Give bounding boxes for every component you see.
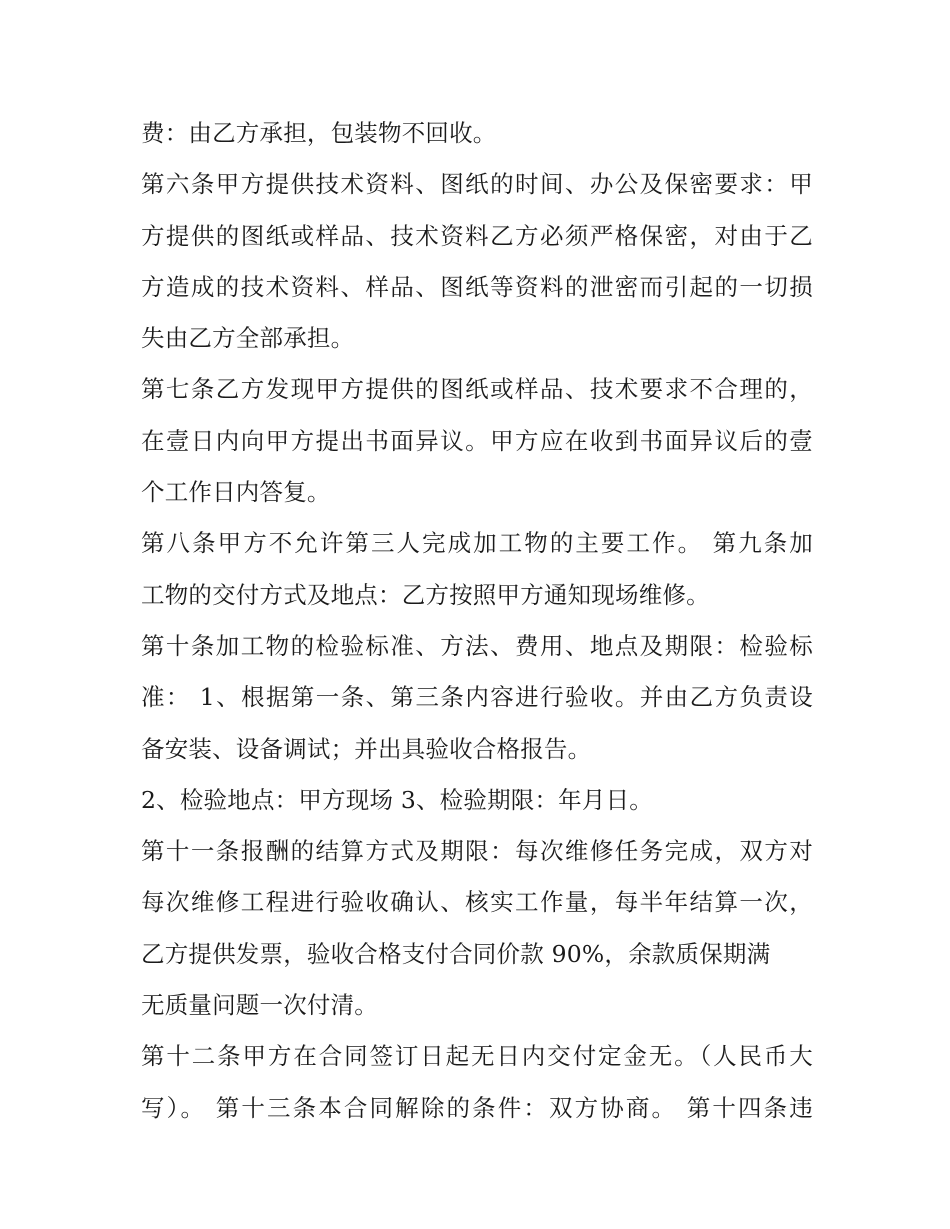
text-line: 第十条加工物的检验标准、方法、费用、地点及期限：检验标 [141, 631, 813, 660]
text-line: 备安装、设备调试；并出具验收合格报告。 [141, 734, 592, 763]
text-line: 第八条甲方不允许第三人完成加工物的主要工作。 第九条加 [141, 529, 813, 558]
text-line: 第十一条报酬的结算方式及期限：每次维修任务完成，双方对 [141, 837, 813, 866]
text-line: 2、检验地点：甲方现场 3、检验期限：年月日。 [141, 785, 653, 814]
text-line: 无质量问题一次付清。 [141, 991, 378, 1020]
text-line: 失由乙方全部承担。 [141, 324, 355, 353]
text-line: 准： 1、根据第一条、第三条内容进行验收。并由乙方负责设 [141, 683, 813, 712]
text-line: 乙方提供发票，验收合格支付合同价款 90%，余款质保期满 [141, 939, 771, 968]
document-body [141, 108, 813, 1134]
text-line: 个工作日内答复。 [141, 478, 331, 507]
text-line: 写）。 第十三条本合同解除的条件：双方协商。 第十四条违 [141, 1093, 813, 1122]
text-line: 第十二条甲方在合同签订日起无日内交付定金无。（人民币大 [141, 1042, 813, 1071]
text-line: 工物的交付方式及地点：乙方按照甲方通知现场维修。 [141, 580, 710, 609]
text-line: 每次维修工程进行验收确认、核实工作量，每半年结算一次， [141, 888, 813, 917]
text-line: 费：由乙方承担，包装物不回收。 [141, 119, 497, 147]
text-line: 第七条乙方发现甲方提供的图纸或样品、技术要求不合理的， [141, 375, 813, 404]
text-line: 第六条甲方提供技术资料、图纸的时间、办公及保密要求：甲 [141, 170, 813, 199]
text-line: 方提供的图纸或样品、技术资料乙方必须严格保密，对由于乙 [141, 221, 813, 250]
text-line: 在壹日内向甲方提出书面异议。甲方应在收到书面异议后的壹 [141, 426, 813, 455]
text-line: 方造成的技术资料、样品、图纸等资料的泄密而引起的一切损 [141, 272, 813, 301]
